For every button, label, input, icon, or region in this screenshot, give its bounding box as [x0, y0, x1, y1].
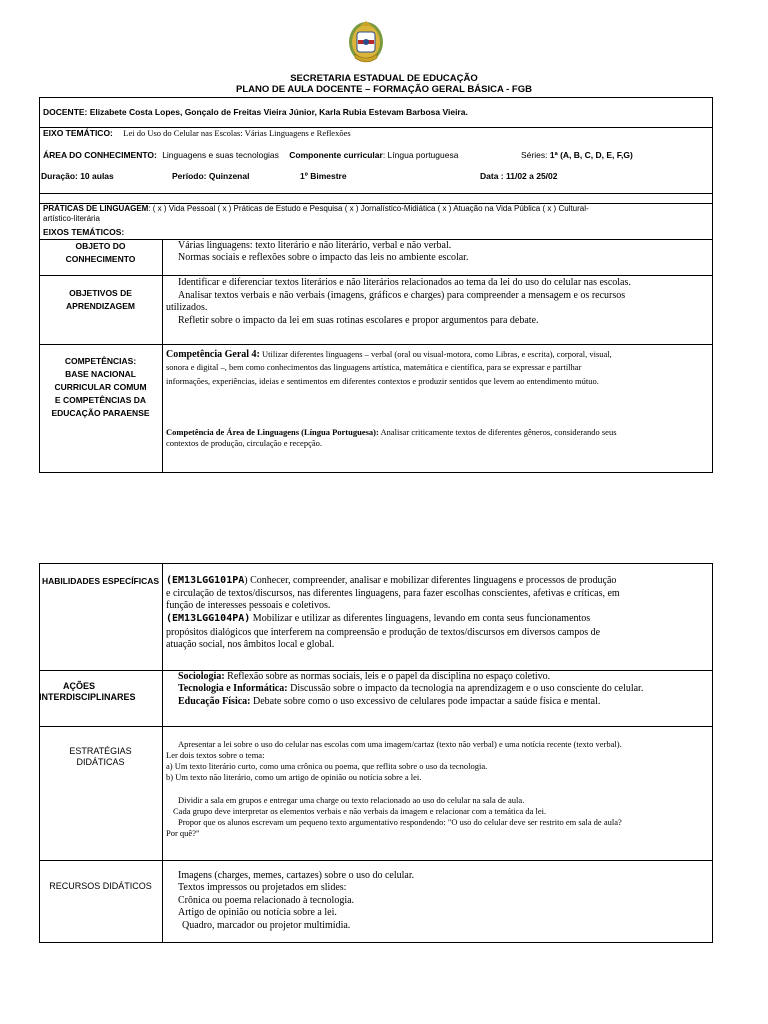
eixo-tematico-value: Lei do Uso do Celular nas Escolas: Várias Linguagens e Reflexões — [123, 128, 351, 138]
habilidade-1-line-3: função de interesses pessoais e coletivos. — [166, 600, 331, 611]
estrategia-line-4: b) Um texto não literário, como um artigo de opinião ou notícia sobre a lei. — [166, 772, 422, 782]
habilidade-1-code: (EM13LGG101PA — [166, 575, 245, 586]
habilidade-1-line-2: e circulação de textos/discursos, nas diferentes linguagens, para fazer escolhas conscientes, afetivas e críticas, em — [166, 588, 620, 599]
estrategias-didaticas-label: ESTRATÉGIAS DIDÁTICAS — [69, 746, 132, 767]
estrategia-line-5: Dividir a sala em grupos e entregar uma charge ou texto relacionado ao uso do celular na sala de aula. — [178, 795, 525, 805]
estrategia-line-8: Por quê?" — [166, 828, 200, 838]
bimestre-field: 1º Bimestre — [300, 171, 347, 181]
componente-label: Componente curricular — [289, 150, 383, 160]
series-value: 1ª (A, B, C, D, E, F,G) — [549, 150, 633, 160]
series-label: Séries: — [521, 150, 548, 160]
objetivo-line-3: Refletir sobre o impacto da lei em suas rotinas escolares e propor argumentos para debate. — [178, 315, 539, 326]
habilidade-1-line-1: (EM13LGG101PA) Conhecer, compreender, analisar e mobilizar diferentes linguagens e processos de produção — [166, 575, 617, 586]
area-value: Linguagens e suas tecnologias — [162, 150, 279, 160]
estrategia-line-6: Cada grupo deve interpretar os elementos verbais e não verbais da imagem e relacionar com a temática da lei. — [173, 806, 547, 816]
competencia-area-title: Competência de Área de Linguagens (Língua Portuguesa): — [166, 427, 379, 437]
objeto-line-2: Normas sociais e reflexões sobre o impacto das leis no ambiente escolar. — [178, 252, 469, 263]
area-conhecimento-row — [43, 150, 458, 161]
recurso-line-4: Artigo de opinião ou notícia sobre a lei. — [178, 907, 337, 918]
competencia-area-line-2: contextos de produção, circulação e recepção. — [166, 438, 322, 448]
acao-sociologia: Sociologia: Reflexão sobre as normas sociais, leis e o papel da disciplina no espaço coletivo. — [178, 671, 551, 682]
docente-field: DOCENTE: Elizabete Costa Lopes, Gonçalo de Freitas Vieira Júnior, Karla Rubia Estevam Barbosa Vieira. — [43, 107, 468, 117]
objetivos-aprendizagem-label: OBJETIVOS DE APRENDIZAGEM — [66, 288, 135, 311]
praticas-linguagem-row — [43, 204, 589, 214]
praticas-value: : ( x ) Vida Pessoal ( x ) Práticas de Estudo e Pesquisa ( x ) Jornalístico-Midiática ( x ) Atuação na Vida Pública ( x ) Cultural- — [148, 204, 589, 213]
objetivo-line-2: Analisar textos verbais e não verbais (imagens, gráficos e charges) para compreender a mensagem e os recursos — [178, 290, 626, 301]
acao-tecnologia: Tecnologia e Informática: Discussão sobre o impacto da tecnologia na aprendizagem e o uso consciente do celular. — [178, 683, 644, 694]
data-field: Data : 11/02 a 25/02 — [480, 171, 558, 181]
praticas-label: PRÁTICAS DE LINGUAGEM — [43, 204, 149, 213]
habilidade-2-line-1: (EM13LGG104PA) Mobilizar e utilizar as diferentes linguagens, levando em conta seus funcionamentos — [166, 613, 591, 624]
habilidades-label: HABILIDADES ESPECÍFICAS — [41, 576, 160, 586]
componente-value: : Língua portuguesa — [382, 150, 459, 160]
praticas-continuation: artístico-literária — [43, 214, 100, 223]
estrategia-line-2: Ler dois textos sobre o tema: — [166, 750, 265, 760]
habilidade-2-line-3: atuação social, nos âmbitos local e global. — [166, 639, 335, 650]
header-secretaria: SECRETARIA ESTADUAL DE EDUCAÇÃO — [290, 73, 478, 84]
recurso-line-2: Textos impressos ou projetados em slides: — [178, 882, 347, 893]
estrategia-line-1: Apresentar a lei sobre o uso do celular nas escolas com uma imagem/cartaz (texto não verbal) e uma notícia recente (texto verbal). — [178, 739, 622, 749]
state-coat-of-arms-seal — [347, 18, 385, 68]
objeto-line-1: Várias linguagens: texto literário e não literário, verbal e não verbal. — [178, 240, 452, 251]
acoes-interdisciplinares-label: AÇÕES INTERDISCIPLINARES — [39, 681, 136, 702]
series-field — [521, 150, 633, 161]
duracao-field: Duração: 10 aulas — [41, 171, 114, 181]
eixos-tematicos-label: EIXOS TEMÁTICOS: — [43, 227, 125, 237]
recurso-line-1: Imagens (charges, memes, cartazes) sobre o uso do celular. — [178, 870, 415, 881]
recurso-line-5: Quadro, marcador ou projetor multimídia. — [182, 920, 351, 931]
eixo-tematico-label: EIXO TEMÁTICO: — [43, 128, 113, 138]
competencia-geral-line-2: sonora e digital –, bem como conhecimentos das linguagens artística, matemática e científica, para se expressar e partilhar — [166, 362, 582, 372]
competencia-geral-line-1: Competência Geral 4: Utilizar diferentes linguagens – verbal (oral ou visual-motora, como Libras, e escrita), corporal, visual, — [166, 349, 612, 360]
recurso-line-3: Crônica ou poema relacionado à tecnologia. — [178, 895, 355, 906]
recursos-didaticos-label: RECURSOS DIDÁTICOS — [49, 881, 152, 891]
competencia-geral-line-3: informações, experiências, ideias e sentimentos em diferentes contextos e produzir sentidos que levem ao entendimento mútuo. — [166, 376, 599, 386]
habilidade-2-line-2: propósitos dialógicos que interferem na compreensão e produção de textos/discursos em diversos campos de — [166, 627, 601, 638]
eixo-tematico-row — [43, 128, 351, 139]
estrategia-line-7: Propor que os alunos escrevam um pequeno texto argumentativo respondendo: "O uso do celular deve ser restrito em sala de aula? — [178, 817, 622, 827]
competencia-geral-title: Competência Geral 4: — [166, 349, 260, 360]
periodo-field: Período: Quinzenal — [172, 171, 250, 181]
objetivo-line-1: Identificar e diferenciar textos literários e não literários relacionados ao tema da lei do uso do celular nas escolas. — [178, 277, 631, 288]
competencia-area-line-1: Competência de Área de Linguagens (Língua Portuguesa): Analisar criticamente textos de diferentes gêneros, considerando seus — [166, 427, 617, 437]
objetivo-line-2b: utilizados. — [166, 302, 208, 313]
objeto-conhecimento-label: OBJETO DO CONHECIMENTO — [65, 241, 136, 264]
estrategia-line-3: a) Um texto literário curto, como uma crônica ou poema, que reflita sobre o uso da tecnologia. — [166, 761, 488, 771]
habilidade-2-code: (EM13LGG104PA) — [166, 613, 251, 624]
header-plano-de-aula: PLANO DE AULA DOCENTE – FORMAÇÃO GERAL BÁSICA - FGB — [236, 84, 532, 95]
area-label: ÁREA DO CONHECIMENTO: — [43, 150, 157, 160]
competencias-label: COMPETÊNCIAS: BASE NACIONAL CURRICULAR COMUM E COMPETÊNCIAS DA EDUCAÇÃO PARAENSE — [51, 356, 150, 418]
acao-educacao-fisica: Educação Física: Debate sobre como o uso excessivo de celulares pode impactar a saúde física e mental. — [178, 696, 601, 707]
